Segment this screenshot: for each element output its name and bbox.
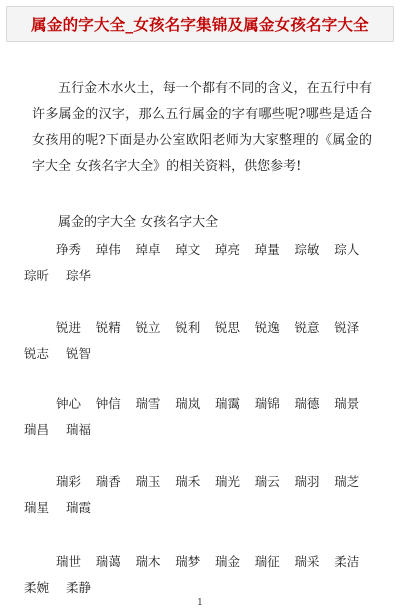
- name-row: [24, 548, 374, 574]
- name-item: 瑞蔼: [95, 554, 121, 569]
- name-row: [24, 340, 374, 366]
- name-item: 琸卓: [135, 242, 161, 257]
- name-item: 柔静: [66, 580, 92, 595]
- name-item: 瑞岚: [175, 396, 201, 411]
- name-item: 琸量: [254, 242, 280, 257]
- document-page: [0, 6, 400, 614]
- name-item: 柔婉: [24, 580, 50, 595]
- name-item: 瑞征: [254, 554, 280, 569]
- name-item: 瑞梦: [175, 554, 201, 569]
- name-row: [24, 262, 374, 288]
- name-item: 琮昕: [24, 268, 50, 283]
- name-row: [24, 390, 374, 416]
- name-item: 瑞德: [294, 396, 320, 411]
- name-item: 柔洁: [334, 554, 360, 569]
- name-item: 瑞霞: [66, 500, 92, 515]
- name-item: 瑞霭: [215, 396, 241, 411]
- name-item: 瑞禾: [175, 474, 201, 489]
- name-item: 锐利: [175, 320, 201, 335]
- name-item: 琸亮: [215, 242, 241, 257]
- name-row: [24, 416, 374, 442]
- intro-paragraph: 五行金木水火土，每一个都有不同的含义，在五行中有许多属金的汉字，那么五行属金的字有哪些呢?哪些是适合女孩用的呢?下面是办公室欧阳老师为大家整理的《属金的字大全 女孩名字大全》的相关资料，供您参考!: [32, 81, 372, 174]
- section-heading: 属金的字大全 女孩名字大全: [58, 215, 219, 230]
- name-item: 琤秀: [56, 242, 82, 257]
- name-item: 瑞香: [95, 474, 121, 489]
- name-item: 瑞金: [215, 554, 241, 569]
- name-item: 瑞星: [24, 500, 50, 515]
- name-item: 琮人: [334, 242, 360, 257]
- name-item: 琮华: [66, 268, 92, 283]
- name-item: 瑞采: [294, 554, 320, 569]
- name-item: 琮敏: [294, 242, 320, 257]
- name-group: [24, 390, 374, 442]
- name-item: 琸文: [175, 242, 201, 257]
- name-item: 瑞玉: [135, 474, 161, 489]
- name-item: 瑞芝: [334, 474, 360, 489]
- name-item: 锐精: [95, 320, 121, 335]
- name-item: 锐思: [215, 320, 241, 335]
- name-item: 瑞昌: [24, 422, 50, 437]
- name-item: 瑞景: [334, 396, 360, 411]
- name-group: [24, 236, 374, 288]
- name-row: [24, 574, 374, 600]
- name-item: 瑞木: [135, 554, 161, 569]
- name-item: 瑞世: [56, 554, 82, 569]
- name-item: 瑞光: [215, 474, 241, 489]
- name-group: [24, 468, 374, 520]
- name-item: 琸伟: [95, 242, 121, 257]
- name-item: 锐志: [24, 346, 50, 361]
- name-item: 锐立: [135, 320, 161, 335]
- name-item: 钟信: [95, 396, 121, 411]
- name-item: 锐逸: [254, 320, 280, 335]
- name-item: 瑞云: [254, 474, 280, 489]
- name-item: 钟心: [56, 396, 82, 411]
- name-item: 瑞彩: [56, 474, 82, 489]
- name-group: [24, 548, 374, 600]
- name-row: [24, 468, 374, 494]
- name-group: [24, 314, 374, 366]
- name-item: 瑞羽: [294, 474, 320, 489]
- name-item: 锐智: [66, 346, 92, 361]
- page-number: 1: [197, 598, 203, 608]
- name-row: [24, 236, 374, 262]
- name-item: 瑞福: [66, 422, 92, 437]
- name-item: 瑞锦: [254, 396, 280, 411]
- name-row: [24, 494, 374, 520]
- document-title: 属金的字大全_女孩名字集锦及属金女孩名字大全: [31, 16, 369, 34]
- name-item: 瑞雪: [135, 396, 161, 411]
- name-row: [24, 314, 374, 340]
- name-item: 锐意: [294, 320, 320, 335]
- name-item: 锐进: [56, 320, 82, 335]
- title-bar: [6, 6, 394, 42]
- name-item: 锐泽: [334, 320, 360, 335]
